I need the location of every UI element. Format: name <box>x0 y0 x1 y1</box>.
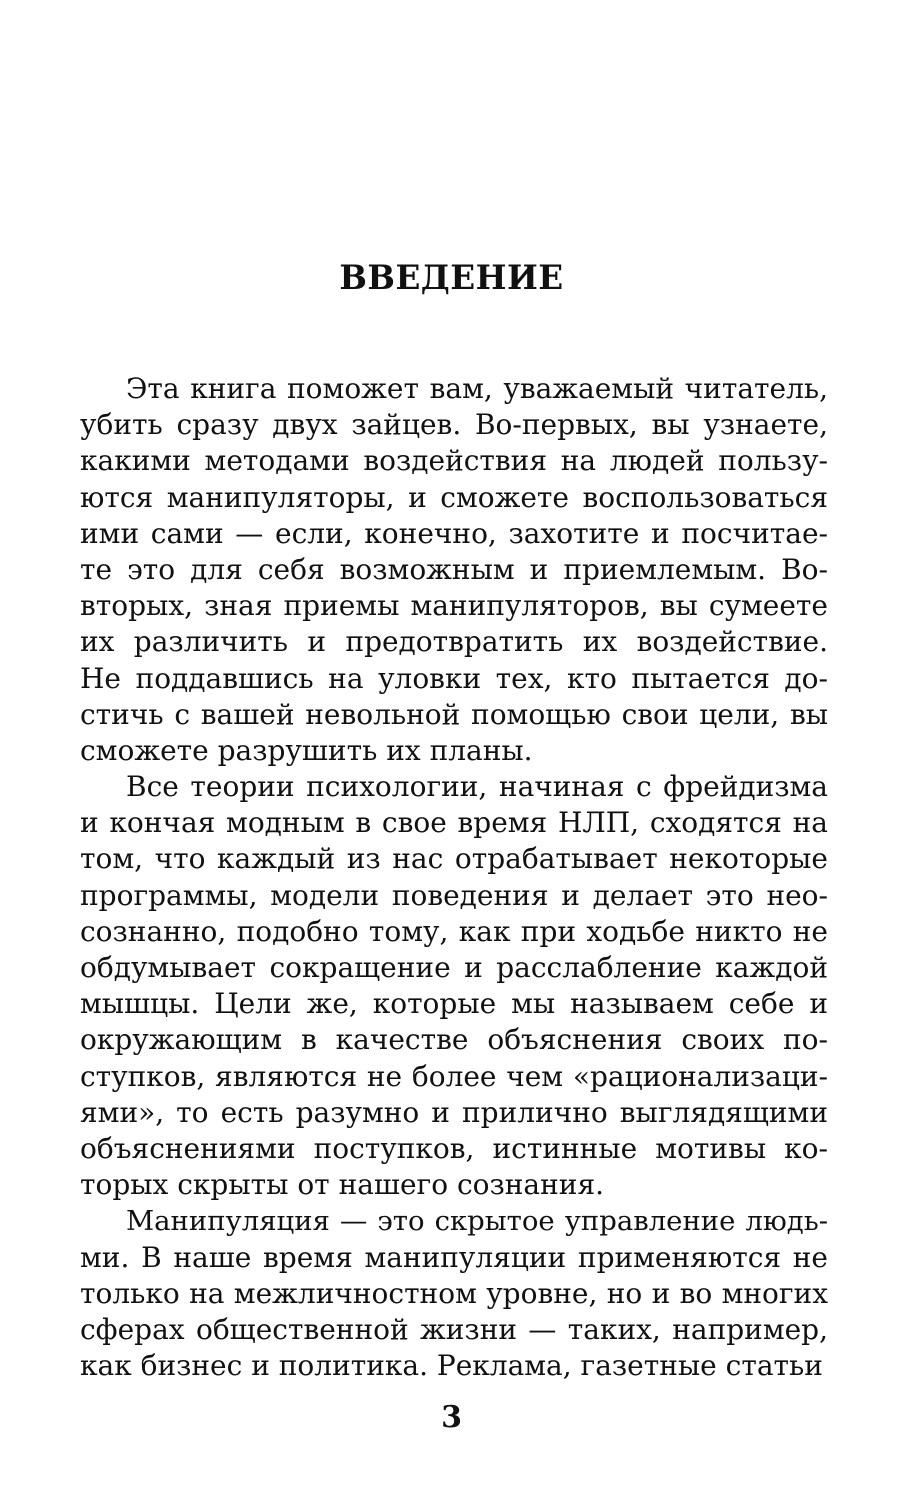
chapter-title: ВВЕДЕНИЕ <box>339 258 564 298</box>
text-line: как бизнес и политика. Реклама, газетные статьи <box>80 1349 823 1383</box>
text-line: ими сами — если, конечно, захотите и посчитае- <box>80 516 828 550</box>
text-line: ми. В наше время манипуляции применяются не <box>80 1240 828 1274</box>
body-text <box>80 371 828 1384</box>
text-line: ступков, являются не более чем «рационализаци- <box>80 1059 828 1093</box>
text-line: сферах общественной жизни — таких, например, <box>80 1312 828 1346</box>
text-line: вторых, зная приемы манипуляторов, вы сумеете <box>80 589 828 623</box>
text-line: убить сразу двух зайцев. Во-первых, вы узнаете, <box>80 408 828 442</box>
paragraph <box>80 371 828 769</box>
text-line: стичь с вашей невольной помощью свои цели, вы <box>80 697 828 731</box>
paragraph <box>80 1203 828 1384</box>
text-line: окружающим в качестве объяснения своих по- <box>80 1023 828 1057</box>
text-line: мышцы. Цели же, которые мы называем себе и <box>80 987 828 1021</box>
text-line: обдумывает сокращение и расслабление каждой <box>80 951 828 984</box>
text-line: программы, модели поведения и делает это нео- <box>80 878 828 912</box>
text-line: и кончая модным в свое время НЛП, сходятся на <box>80 806 828 840</box>
text-line: Манипуляция — это скрытое управление людь- <box>126 1205 828 1238</box>
text-line: торых скрыты от нашего сознания. <box>80 1168 605 1202</box>
text-line: какими методами воздействия на людей пользу- <box>80 444 828 478</box>
text-line: Эта книга поможет вам, уважаемый читатель, <box>126 372 828 405</box>
text-line: их различить и предотвратить их воздействие. <box>80 625 828 659</box>
text-line: объяснениями поступков, истинные мотивы ко- <box>80 1131 828 1165</box>
text-line: те это для себя возможным и приемлемым. Во- <box>80 552 828 586</box>
text-line: том, что каждый из нас отрабатывает некоторые <box>80 842 828 876</box>
text-line: сознанно, подобно тому, как при ходьбе никто не <box>80 914 828 948</box>
paragraph <box>80 769 828 1203</box>
text-line: ями», то есть разумно и прилично выглядящими <box>80 1095 828 1129</box>
text-line: сможете разрушить их планы. <box>80 733 533 767</box>
text-line: Не поддавшись на уловки тех, кто пытается до- <box>80 661 828 695</box>
page-number: 3 <box>441 1400 462 1435</box>
text-line: Все теории психологии, начиная с фрейдизма <box>126 770 828 804</box>
text-line: только на межличностном уровне, но и во многих <box>80 1276 828 1310</box>
text-line: ются манипуляторы, и сможете воспользоваться <box>80 480 828 514</box>
